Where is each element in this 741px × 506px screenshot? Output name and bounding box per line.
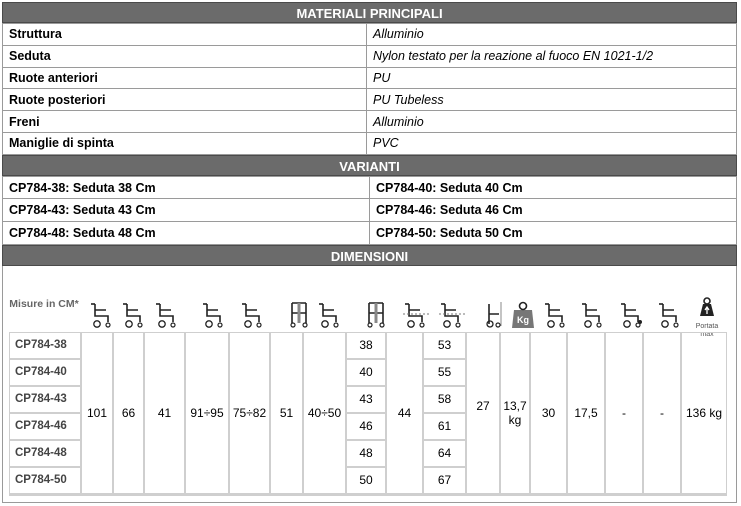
variant-cell: CP784-46: Seduta 46 Cm: [370, 199, 737, 222]
total-width-value: 58: [423, 386, 466, 413]
seat-depth-icon: [401, 300, 431, 330]
dimension-value-c17: 136 kg: [681, 332, 727, 494]
dimension-value-c13: 30: [530, 332, 567, 494]
model-name: CP784-38: [9, 332, 81, 359]
dimension-value-c4: 91÷95: [185, 332, 229, 494]
variant-cell: CP784-43: Seduta 43 Cm: [3, 199, 370, 222]
seat-width-value: 48: [346, 440, 386, 467]
variant-cell: CP784-38: Seduta 38 Cm: [3, 176, 370, 199]
dimensions-grid: [9, 332, 727, 494]
dimension-value-c1: 101: [81, 332, 113, 494]
dimension-value-c6: 51: [270, 332, 303, 494]
seat-width-value: 40: [346, 359, 386, 386]
table-row: [3, 221, 737, 244]
weight-icon: [508, 300, 538, 330]
materials-table: [2, 23, 737, 155]
dimensions-title: DIMENSIONI: [2, 245, 737, 266]
material-value: Alluminio: [367, 24, 737, 46]
footrest-icon: [655, 300, 685, 330]
svg-text:Kg: Kg: [517, 314, 529, 325]
turning-radius-icon: [617, 300, 647, 330]
max-load-icon: [696, 296, 718, 318]
seat-height-icon: [152, 300, 182, 330]
seat-width-value: 43: [346, 386, 386, 413]
seat-width-value: 46: [346, 413, 386, 440]
folded-length-icon: [315, 300, 345, 330]
table-row: [3, 67, 737, 89]
chair-height-icon: [119, 300, 149, 330]
model-name: CP784-43: [9, 386, 81, 413]
dimension-value-c2: 66: [113, 332, 144, 494]
variants-title: VARIANTI: [2, 155, 737, 176]
seat-width-value: 50: [346, 467, 386, 494]
model-name: CP784-46: [9, 413, 81, 440]
measure-unit-label: Misure in CM*: [9, 297, 79, 310]
dimension-value-c12: 13,7 kg: [500, 332, 530, 494]
total-width-value: 67: [423, 467, 466, 494]
max-load-label: Portata max: [695, 322, 719, 338]
product-sheet: [2, 2, 737, 503]
material-key: Seduta: [3, 45, 367, 67]
table-row: [3, 111, 737, 133]
table-row: [3, 45, 737, 67]
dimension-value-c14: 17,5: [567, 332, 605, 494]
folded-width-icon: [284, 300, 314, 330]
total-width-value: 53: [423, 332, 466, 359]
total-width-icon: [437, 300, 467, 330]
variant-cell: CP784-40: Seduta 40 Cm: [370, 176, 737, 199]
material-value: PVC: [367, 132, 737, 154]
total-width-value: 61: [423, 413, 466, 440]
dimension-value-c16: -: [643, 332, 681, 494]
table-row: [3, 132, 737, 154]
material-key: Freni: [3, 111, 367, 133]
materials-title: MATERIALI PRINCIPALI: [2, 2, 737, 23]
material-value: PU: [367, 67, 737, 89]
table-row: [3, 24, 737, 46]
material-value: Alluminio: [367, 111, 737, 133]
folded-height-icon: [479, 300, 509, 330]
front-wheel-icon: [578, 300, 608, 330]
variant-cell: CP784-50: Seduta 50 Cm: [370, 221, 737, 244]
grid-bottom-border: [9, 494, 727, 496]
material-key: Maniglie di spinta: [3, 132, 367, 154]
model-name: CP784-50: [9, 467, 81, 494]
dimension-value-c7: 40÷50: [303, 332, 346, 494]
variants-table: [2, 176, 737, 245]
table-row: [3, 89, 737, 111]
dimensions-panel: [2, 266, 737, 503]
total-width-value: 55: [423, 359, 466, 386]
dimension-value-c3: 41: [144, 332, 185, 494]
rear-wheel-icon: [541, 300, 571, 330]
backrest-height-icon: [238, 300, 268, 330]
material-key: Ruote anteriori: [3, 67, 367, 89]
seat-width-value: 38: [346, 332, 386, 359]
dimension-value-c11: 27: [466, 332, 500, 494]
table-row: [3, 199, 737, 222]
model-name: CP784-48: [9, 440, 81, 467]
table-row: [3, 176, 737, 199]
material-key: Struttura: [3, 24, 367, 46]
total-width-value: 64: [423, 440, 466, 467]
dimension-value-c9: 44: [386, 332, 423, 494]
dimension-value-c5: 75÷82: [229, 332, 270, 494]
material-value: PU Tubeless: [367, 89, 737, 111]
dimension-value-c15: -: [605, 332, 643, 494]
variant-cell: CP784-48: Seduta 48 Cm: [3, 221, 370, 244]
material-value: Nylon testato per la reazione al fuoco EN 1021-1/2: [367, 45, 737, 67]
material-key: Ruote posteriori: [3, 89, 367, 111]
model-name: CP784-40: [9, 359, 81, 386]
armrest-height-icon: [199, 300, 229, 330]
seat-width-icon: [361, 300, 391, 330]
chair-length-icon: [87, 300, 117, 330]
